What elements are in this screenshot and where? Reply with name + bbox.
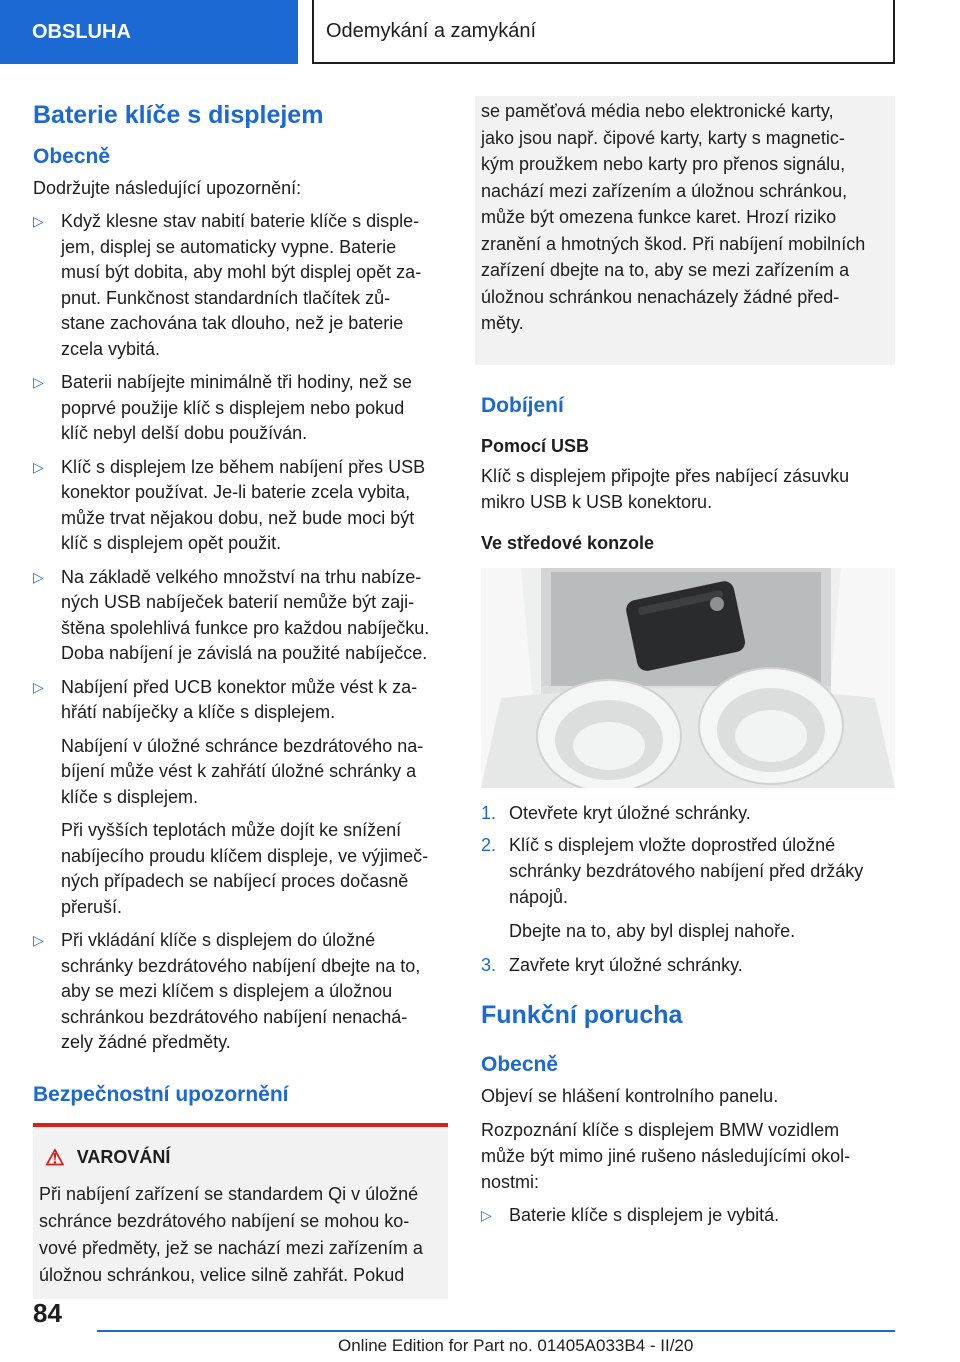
warning-header — [39, 1145, 440, 1171]
text-line: aby se mezi klíčem s displejem a úložnou — [61, 981, 393, 1002]
usb-text — [481, 463, 895, 515]
text-line: Baterii nabíjejte minimálně tři hodiny, než se — [61, 372, 412, 393]
heading-general: Obecně — [33, 145, 111, 168]
text-line: Rozpoznání klíče s displejem BMW vozidlem — [481, 1119, 840, 1140]
right-column — [481, 96, 895, 1236]
text-line: schránky bezdrátového nabíjení před držáky — [509, 860, 864, 881]
text-line: Nabíjení v úložné schránce bezdrátového na- — [61, 735, 424, 756]
text-line: Otevřete kryt úložné schránky. — [509, 802, 751, 823]
triangle-bullet-icon: ▷ — [33, 678, 44, 695]
text-line: přeruší. — [61, 896, 123, 917]
heading-key-battery: Baterie klíče s displejem — [33, 101, 324, 129]
center-console-image — [481, 568, 895, 788]
text-line: úložnou schránkou, velice silně zahřát. Pokud — [39, 1264, 405, 1285]
text-line: hřátí nabíječky a klíče s displejem. — [61, 702, 336, 723]
console-illustration — [481, 568, 895, 788]
text-line: nabíjecího proudu klíčem displeje, ve výjimeč- — [61, 845, 429, 866]
text-line: vové předměty, jež se nachází mezi zařízením a — [39, 1237, 423, 1258]
text-line: schránky bezdrátového nabíjení dbejte na to, — [61, 955, 421, 976]
section-tab: OBSLUHA — [0, 0, 298, 64]
text-line: pnut. Funkčnost standardních tlačítek zů- — [61, 287, 391, 308]
warning-box-continued — [475, 96, 895, 365]
text-line: jem, displej se automaticky vypne. Baterie — [61, 236, 397, 257]
text-line: nachází mezi zařízením a úložnou schránkou, — [481, 180, 848, 201]
text-line: zcela vybitá. — [61, 338, 161, 359]
triangle-bullet-icon: ▷ — [481, 1206, 492, 1223]
text-line: klíč s displejem opět použit. — [61, 533, 282, 554]
text-line: Při vyšších teplotách může dojít ke snížení — [61, 820, 402, 841]
text-line: mikro USB k USB konektoru. — [481, 491, 713, 512]
text-line: zely žádné předměty. — [61, 1032, 231, 1053]
step-number: 1. — [481, 802, 497, 823]
text-line: konektor používat. Je-li baterie zcela vybita, — [61, 482, 411, 503]
text-line: Při nabíjení zařízení se standardem Qi v úložné — [39, 1183, 419, 1204]
text-line: nápojů. — [509, 886, 569, 907]
list-item — [33, 675, 448, 921]
warning-text — [39, 1181, 440, 1289]
list-item — [33, 565, 448, 667]
triangle-bullet-icon: ▷ — [33, 213, 44, 230]
text-line: štěna spolehlivá funkce pro každou nabíječku. — [61, 617, 430, 638]
step-item — [481, 952, 895, 978]
step-item — [481, 832, 895, 944]
text-line: bíjení může vést k zahřátí úložné schránky a — [61, 761, 417, 782]
list-item — [33, 928, 448, 1056]
text-line: poprvé použije klíč s displejem nebo pokud — [61, 397, 405, 418]
triangle-bullet-icon: ▷ — [33, 458, 44, 475]
list-item — [33, 209, 448, 362]
text-line: klíče s displejem. — [61, 786, 199, 807]
text-line: zranění a hmotných škod. Při nabíjení mobilních — [481, 233, 866, 254]
text-line: úložnou schránkou nenacházely žádné před- — [481, 286, 840, 307]
malfunction-text-2 — [481, 1117, 895, 1195]
text-line: kým proužkem nebo karty pro přenos signálu, — [481, 154, 846, 174]
text-line: Zavřete kryt úložné schránky. — [509, 954, 743, 975]
text-line: jako jsou např. čipové karty, karty s magnetic- — [481, 127, 845, 148]
text-line: nostmi: — [481, 1171, 540, 1192]
page-number: 84 — [33, 1298, 62, 1328]
list-item: ▷ Baterie klíče s displejem je vybitá. — [481, 1203, 895, 1229]
text-line: může být omezena funkce karet. Hrozí riziko — [481, 207, 837, 227]
warning-box — [33, 1123, 448, 1299]
heading-charging: Dobíjení — [481, 393, 564, 417]
text-line: se paměťová média nebo elektronické karty, — [481, 101, 834, 121]
heading-usb: Pomocí USB — [481, 435, 590, 456]
malfunction-text-1: Objeví se hlášení kontrolního panelu. — [481, 1085, 779, 1106]
heading-center-console: Ve středové konzole — [481, 532, 655, 553]
chapter-title: Odemykání a zamykání — [312, 0, 895, 64]
left-column — [33, 100, 448, 1299]
warning-title: VAROVÁNÍ — [76, 1147, 171, 1168]
text-line: schránce bezdrátového nabíjení se mohou ko- — [39, 1210, 410, 1231]
edition-text: Online Edition for Part no. 01405A033B4 - II/20 — [338, 1336, 694, 1355]
text-line: zařízení dbejte na to, aby se mezi zařízením a — [481, 260, 850, 280]
text-line: může trvat nějakou dobu, než bude moci být — [61, 507, 415, 528]
step-number: 3. — [481, 954, 497, 975]
text-line: měty. — [481, 313, 524, 333]
text-line: Nabíjení před UCB konektor může vést k za- — [61, 676, 418, 697]
text-line: stane zachována tak dlouho, než je baterie — [61, 313, 404, 334]
list-item — [33, 370, 448, 447]
step-note: Dbejte na to, aby byl displej nahoře. — [509, 920, 796, 941]
text-line: Na základě velkého množství na trhu nabíze- — [61, 566, 422, 587]
text-line: Klíč s displejem lze během nabíjení přes USB — [61, 456, 426, 477]
text-line: Když klesne stav nabití baterie klíče s disple- — [61, 211, 420, 232]
intro-text: Dodržujte následující upozornění: — [33, 178, 302, 199]
heading-safety: Bezpečnostní upozornění — [33, 1082, 289, 1106]
text-line: Doba nabíjení je závislá na použité nabíječce. — [61, 643, 428, 664]
text-line: může být mimo jiné rušeno následujícími okol- — [481, 1145, 851, 1166]
triangle-bullet-icon: ▷ — [33, 374, 44, 391]
text-line: Klíč s displejem vložte doprostřed úložné — [509, 834, 836, 855]
text-line: ných USB nabíječek baterií nemůže být zaji- — [61, 592, 415, 613]
text-line: musí být dobita, aby mohl být displej opět za- — [61, 262, 422, 283]
step-item — [481, 800, 895, 826]
warning-text-continued — [481, 98, 887, 337]
step-number: 2. — [481, 834, 497, 855]
heading-malfunction: Funkční porucha — [481, 1000, 683, 1029]
text-line: klíč nebyl delší dobu používán. — [61, 423, 308, 444]
footer-line — [97, 1330, 895, 1332]
triangle-bullet-icon: ▷ — [33, 932, 44, 949]
text-line: Při vkládání klíče s displejem do úložné — [61, 930, 376, 951]
list-item — [33, 455, 448, 557]
heading-general-2: Obecně — [481, 1052, 559, 1076]
warning-triangle-icon: ⚠ — [45, 1144, 65, 1170]
text-line: ných případech se nabíjecí proces dočasně — [61, 871, 409, 892]
triangle-bullet-icon: ▷ — [33, 568, 44, 585]
text-line: schránkou bezdrátového nabíjení nenachá- — [61, 1006, 408, 1027]
text-line: Klíč s displejem připojte přes nabíjecí zásuvku — [481, 465, 850, 486]
